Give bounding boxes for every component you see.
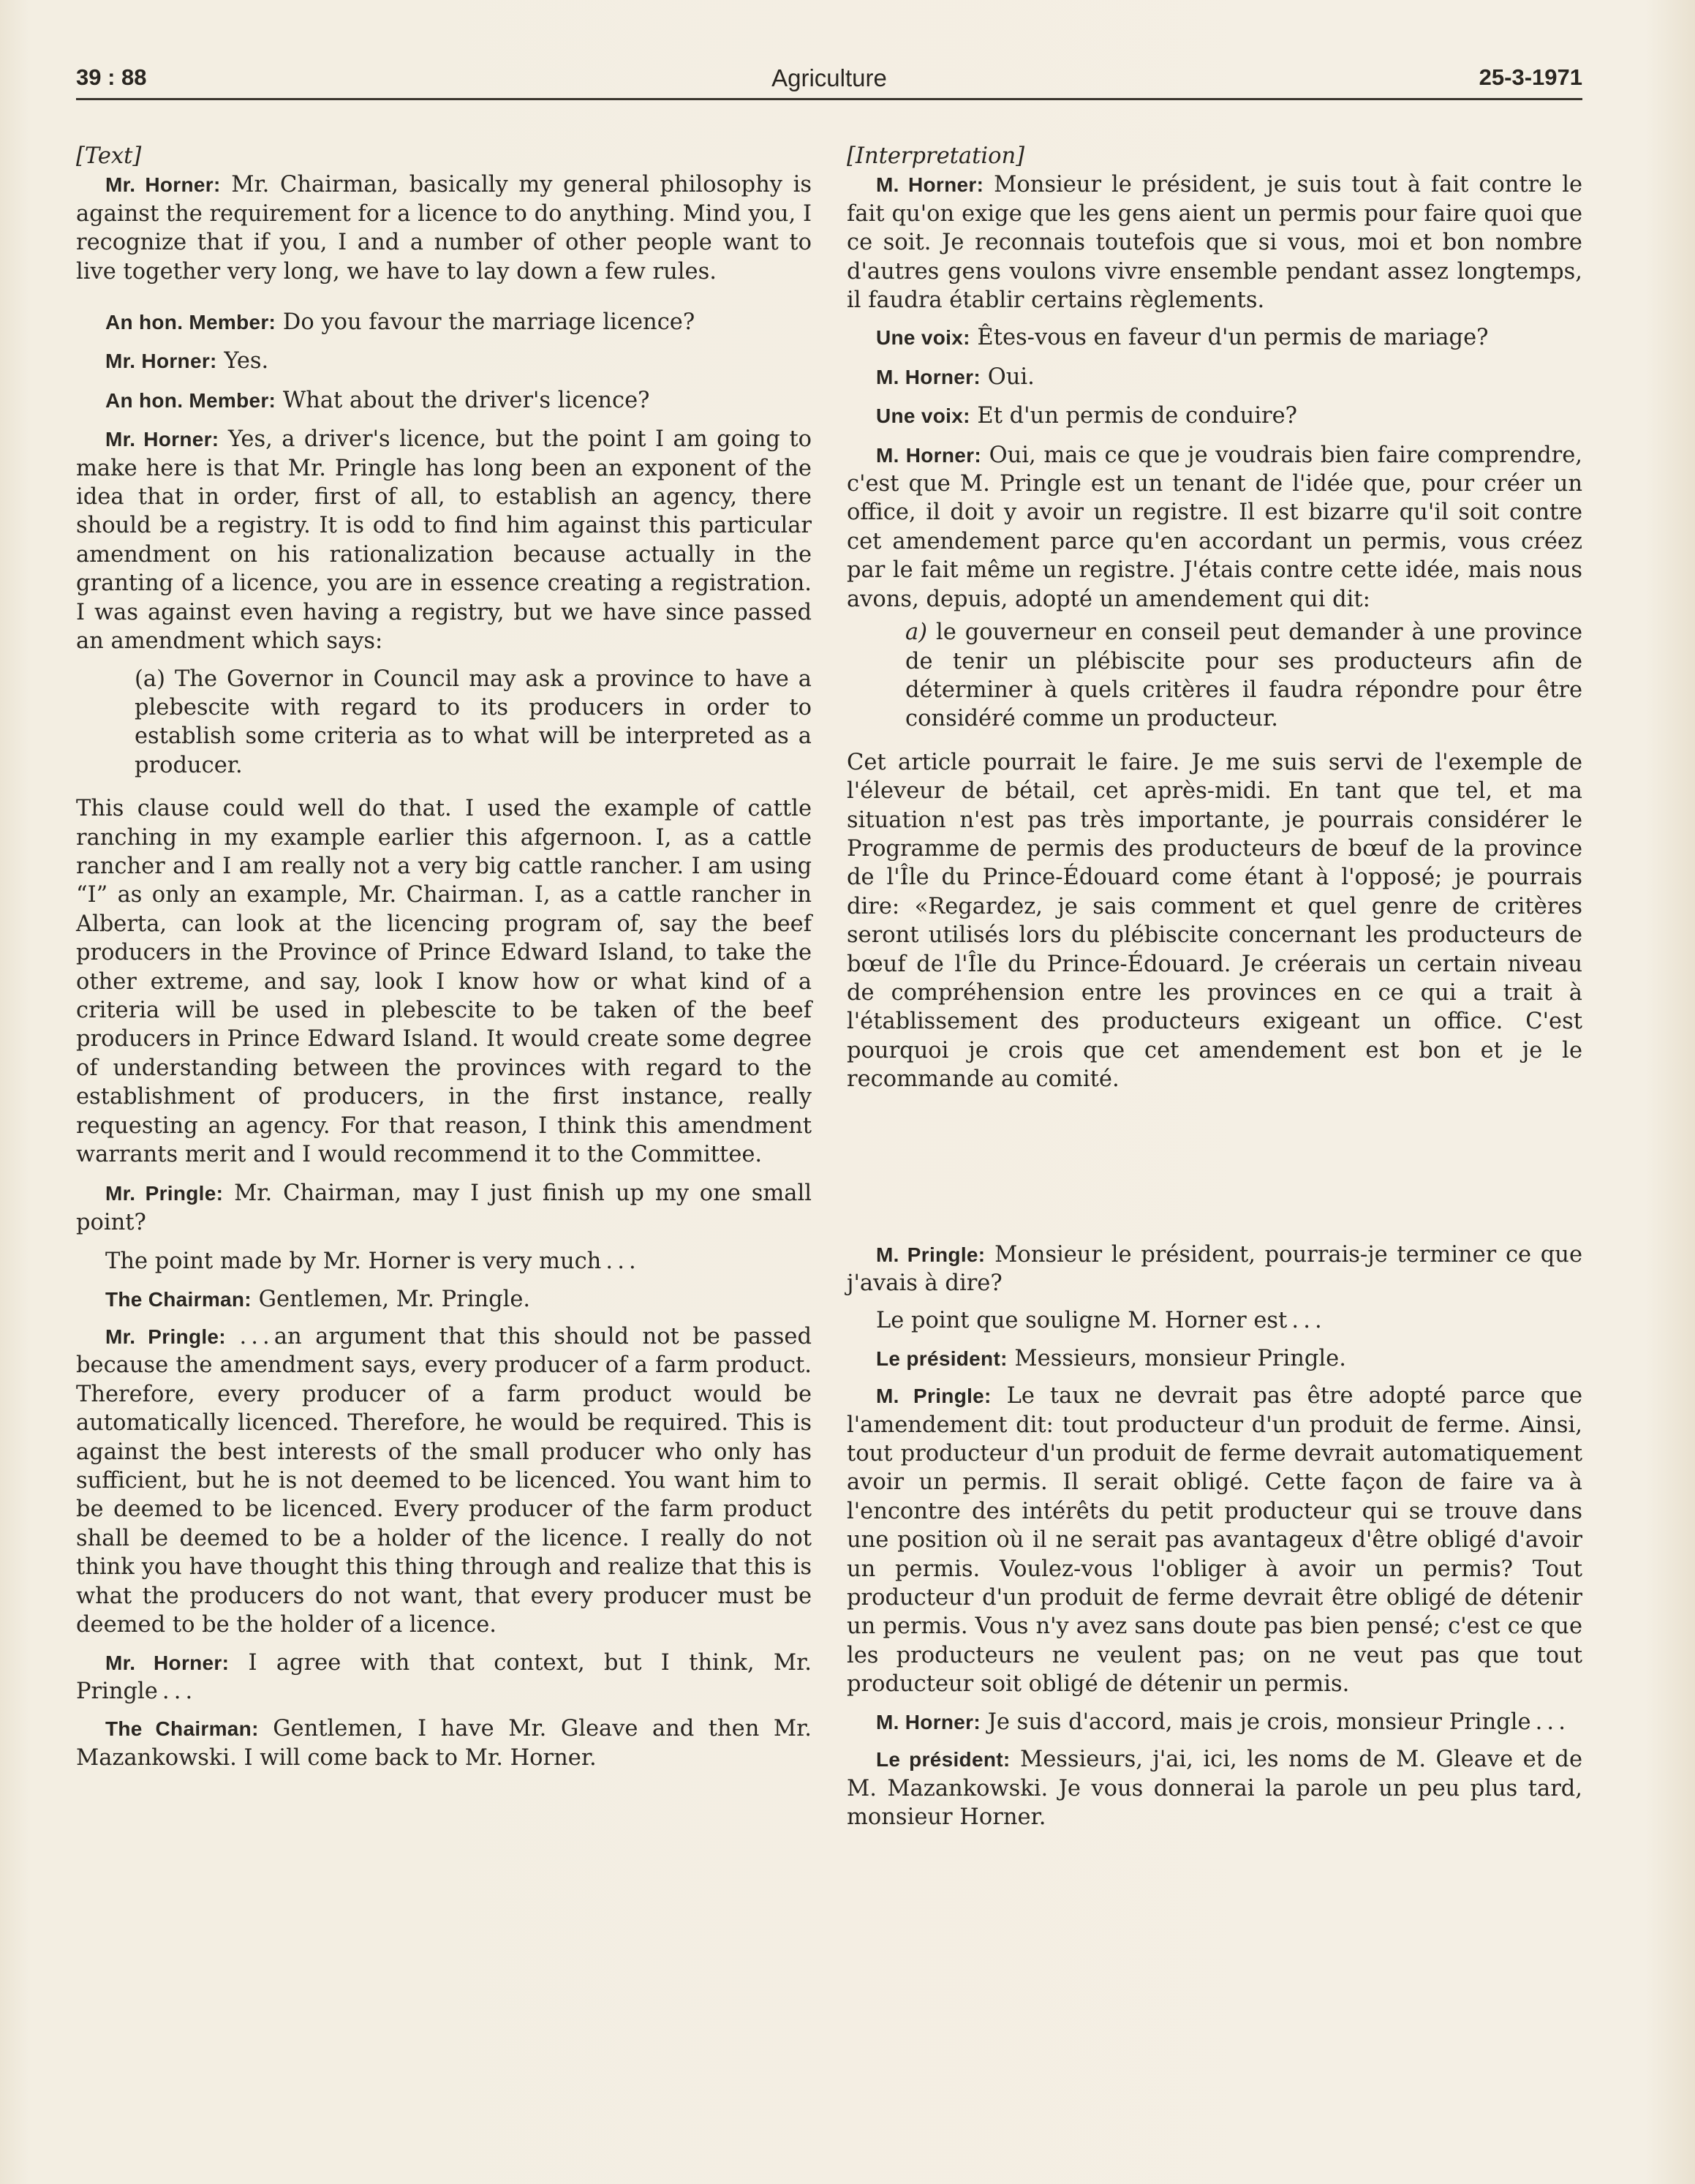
amendment-quote	[905, 618, 1582, 734]
speaker-name: Le président:	[876, 1748, 1011, 1771]
speech-text: Mr. Chairman, basically my general philosophy is against the requirement for a licence to do anything. Mind you, I recognize that if you, I and a number of other people want to live together very long, we have to lay down a few rules.	[76, 172, 812, 285]
speech-paragraph	[847, 323, 1582, 352]
speech-text: What about the driver's licence?	[276, 387, 650, 413]
speaker-name: Une voix:	[876, 404, 970, 428]
speech-text: Oui, mais ce que je voudrais bien faire comprendre, c'est que M. Pringle est un tenant de l'idée que, pour créer un office, il doit y avoir un registre. Il est bizarre qu'il soit contre cet amendement parce qu'en accordant un permis, vous créez par le fait même un registre. J'étais contre cette idée, mais nous avons, depuis, adopté un amendement qui dit:	[847, 442, 1582, 612]
speech-paragraph	[76, 1179, 812, 1237]
speech-paragraph	[847, 441, 1582, 614]
speech-text: Oui.	[981, 364, 1035, 390]
speech-paragraph	[847, 1240, 1582, 1298]
speaker-name: M. Horner:	[876, 443, 981, 467]
speaker-name: An hon. Member:	[105, 311, 276, 334]
speech-paragraph	[76, 347, 812, 375]
speaker-name: M. Pringle:	[876, 1243, 986, 1266]
section-label: [Text]	[76, 143, 142, 169]
speech-text: Messieurs, j'ai, ici, les noms de M. Gleave et de M. Mazankowski. Je vous donnerai la parole un peu plus tard, monsieur Horner.	[847, 1747, 1583, 1830]
english-column	[76, 142, 812, 1772]
quote-letter: a)	[905, 620, 928, 646]
page-number: 39 : 88	[76, 64, 147, 90]
speaker-name: Mr. Pringle:	[105, 1325, 226, 1349]
speech-text: . . . an argument that this should not be passed because the amendment says, every producer of a farm product. Therefore, every producer of a farm product would be automatically licenced. Therefore, he would be required. This is against the best interests of the small producer who only has sufficient, but he is not deemed to be licenced. You want him to be deemed to be licenced. Every producer of the farm product shall be deemed to be a holder of the licence. I really do not think you have thought this thing through and realize that this is what the producers do not want, that every producer must be deemed to be the holder of a licence.	[76, 1324, 812, 1638]
speaker-name: Mr. Horner:	[105, 173, 221, 197]
speech-paragraph	[847, 1708, 1582, 1736]
speech-text: Mr. Chairman, may I just finish up my one small point?	[76, 1181, 812, 1235]
page-title: Agriculture	[771, 64, 887, 91]
speaker-name: Une voix:	[876, 326, 970, 350]
speaker-name: Mr. Pringle:	[105, 1182, 224, 1205]
speech-paragraph	[847, 170, 1582, 315]
speaker-name: M. Horner:	[876, 365, 981, 388]
amendment-quote: (a) The Governor in Council may ask a province to have a plebescite with regard to its producers in order to establish some criteria as to what will be interpreted as a producer.	[135, 666, 812, 778]
speech-text: Je suis d'accord, mais je crois, monsieur Pringle . . .	[981, 1709, 1566, 1735]
speech-text: Messieurs, monsieur Pringle.	[1007, 1345, 1346, 1371]
speaker-name: The Chairman:	[105, 1717, 259, 1741]
speech-paragraph: The point made by Mr. Horner is very much . . .	[105, 1249, 636, 1275]
speech-paragraph	[76, 386, 812, 415]
speech-text: Êtes-vous en faveur d'un permis de mariage?	[970, 325, 1489, 351]
speech-paragraph	[76, 308, 812, 336]
quote-text: le gouverneur en conseil peut demander à une province de tenir un plébiscite pour ses producteurs afin de déterminer à quels critères il faudra répondre pour être considéré comme un producteur.	[905, 620, 1582, 732]
page-date: 25-3-1971	[1479, 64, 1582, 90]
speaker-name: Le président:	[876, 1347, 1008, 1370]
speech-paragraph	[847, 402, 1582, 430]
speaker-name: The Chairman:	[105, 1287, 252, 1311]
speech-paragraph	[847, 1745, 1582, 1831]
speech-paragraph	[76, 425, 812, 655]
speaker-name: M. Horner:	[876, 1710, 981, 1733]
section-label: [Interpretation]	[847, 143, 1024, 169]
speech-text: I agree with that context, but I think, Mr. Pringle . . .	[76, 1649, 812, 1704]
speech-text: Yes, a driver's licence, but the point I am going to make here is that Mr. Pringle has long been an exponent of the idea that in order, first of all, to establish an agency, there should be a registry. It is odd to find him against this particular amendment on his rationalization because actually in the granting of a licence, you are in essence creating a registration. I was against even having a registry, but we have since passed an amendment which says:	[76, 426, 812, 655]
speech-paragraph	[847, 1344, 1582, 1373]
speaker-name: M. Horner:	[876, 173, 984, 197]
speech-paragraph	[76, 170, 812, 286]
speech-text: Yes.	[216, 348, 269, 374]
speech-text: Monsieur le président, je suis tout à fait contre le fait qu'on exige que les gens aient un permis pour faire quoi que ce soit. Je reconnais toutefois que si vous, moi et bon nombre d'autres gens voulons vivre ensemble pendant assez longtemps, il faudra établir certains règlements.	[847, 172, 1583, 314]
speech-text: Et d'un permis de conduire?	[970, 403, 1297, 429]
speech-paragraph	[76, 1714, 812, 1772]
speech-paragraph: This clause could well do that. I used the example of cattle ranching in my example earlier this afgernoon. I, as a cattle rancher and I am really not a very big cattle rancher. I am using “I” as only an example, Mr. Chairman. I, as a cattle rancher in Alberta, can look at the licencing program of, say the beef producers in the Province of Prince Edward Island, to take the other extreme, and say, look I know how or what kind of a criteria will be used in plebescite to be taken of the beef producers in Prince Edward Island. It would create some degree of understanding between the provinces with regard to the establishment of producers, in the first instance, really requesting an agency. For that reason, I think this amendment warrants merit and I would recommend it to the Committee.	[76, 796, 812, 1167]
speaker-name: Mr. Horner:	[105, 1651, 230, 1674]
speech-text: Gentlemen, Mr. Pringle.	[251, 1286, 531, 1312]
speech-paragraph	[76, 1649, 812, 1706]
speaker-name: Mr. Horner:	[105, 350, 217, 373]
page-header	[76, 60, 1582, 100]
speaker-name: Mr. Horner:	[105, 428, 219, 451]
speech-paragraph	[76, 1285, 812, 1314]
speech-paragraph	[76, 1322, 812, 1639]
speech-paragraph: Cet article pourrait le faire. Je me suis servi de l'exemple de l'éleveur de bétail, cet après-midi. En tant que tel, et ma situation n'est pas très importante, je pourrais considérer le Programme de permis des producteurs de bœuf de la province de l'Île du Prince-Édouard come étant à l'opposé; je pourrais dire: «Regardez, je sais comment et quel genre de critères seront utilisés lors du plébiscite concernant les producteurs de bœuf de l'Île du Prince-Édouard. Je créerais un certain niveau de compréhension entre les provinces en ce qui a trait à l'établissement des producteurs exigeant un office. C'est pourquoi je crois que cet amendement est bon et je le recommande au comité.	[847, 749, 1582, 1093]
speaker-name: An hon. Member:	[105, 388, 276, 412]
french-column	[847, 142, 1582, 1831]
speech-paragraph: Le point que souligne M. Horner est . . .	[876, 1308, 1322, 1334]
speech-paragraph	[847, 1382, 1582, 1698]
speaker-name: M. Pringle:	[876, 1385, 992, 1408]
speech-text: Gentlemen, I have Mr. Gleave and then Mr. Mazankowski. I will come back to Mr. Horner.	[76, 1716, 812, 1771]
speech-text: Le taux ne devrait pas être adopté parce que l'amendement dit: tout producteur d'un produit de ferme. Ainsi, tout producteur d'un produit de ferme devrait automatiquement avoir un permis. Il serait obligé. Cette façon de faire va à l'encontre des intérêts du petit producteur qui se trouve dans une position où il ne serait pas avantageux d'être obligé d'avoir un permis. Voulez-vous l'obliger à avoir un permis? Tout producteur d'un produit de ferme devrait être obligé de détenir un permis. Vous n'y avez sans doute pas bien pensé; c'est ce que les producteurs ne veulent pas; on ne veut pas que tout producteur soit obligé de détenir un permis.	[847, 1383, 1583, 1698]
speech-text: Monsieur le président, pourrais-je terminer ce que j'avais à dire?	[847, 1241, 1582, 1296]
speech-paragraph	[847, 363, 1582, 391]
speech-text: Do you favour the marriage licence?	[276, 309, 695, 336]
